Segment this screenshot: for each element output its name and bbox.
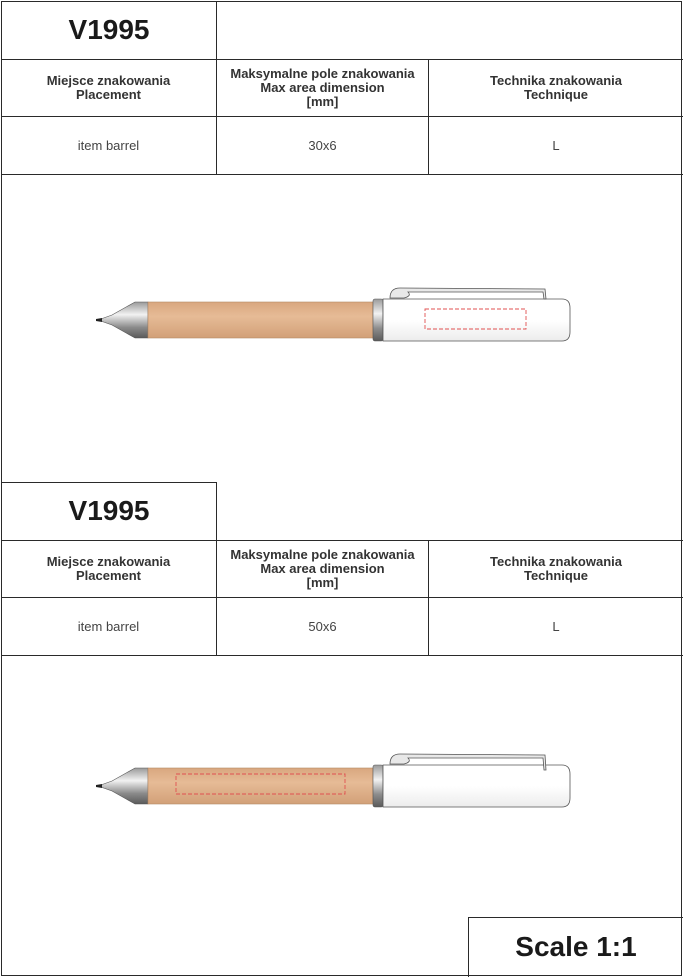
pen-cap (383, 299, 570, 341)
value-technique: L (552, 618, 560, 634)
header-max-area (217, 60, 428, 116)
header-text: Maksymalne pole znakowania (230, 66, 415, 81)
pen-clip-icon (390, 288, 546, 299)
pen-cap (383, 765, 570, 807)
pen-barrel (148, 302, 373, 338)
header-text: Max area dimension (260, 561, 385, 576)
header-max-area (217, 541, 428, 597)
divider (1, 655, 683, 656)
header-text: Miejsce znakowania (46, 554, 171, 569)
pen-illustration (90, 270, 580, 370)
header-text: [mm] (306, 575, 339, 590)
pen-tip-icon (98, 768, 148, 804)
header-text: Placement (75, 568, 142, 583)
header-text: Technika znakowania (490, 554, 622, 569)
value-placement: item barrel (77, 618, 140, 634)
header-text: Technika znakowania (490, 73, 622, 88)
header-technique (429, 60, 683, 116)
header-text: Max area dimension (260, 80, 385, 95)
value-max-area: 30x6 (308, 137, 337, 153)
divider (216, 1, 217, 59)
pen-barrel (148, 768, 373, 804)
header-text: [mm] (306, 94, 339, 109)
value-technique: L (552, 137, 560, 153)
pen-ring (373, 299, 383, 341)
header-text: Placement (75, 87, 142, 102)
divider (216, 482, 217, 540)
header-text: Technique (523, 568, 589, 583)
value-placement: item barrel (77, 137, 140, 153)
product-code: V1995 (68, 495, 150, 526)
header-text: Maksymalne pole znakowania (230, 547, 415, 562)
scale-label: Scale 1:1 (515, 931, 637, 962)
header-text: Technique (523, 87, 589, 102)
pen-tip-icon (98, 302, 148, 338)
product-code: V1995 (68, 14, 150, 45)
header-text: Miejsce znakowania (46, 73, 171, 88)
divider (1, 174, 683, 175)
header-placement (1, 541, 216, 597)
value-max-area: 50x6 (308, 618, 337, 634)
header-technique (429, 541, 683, 597)
pen-ring (373, 765, 383, 807)
pen-illustration (90, 736, 580, 836)
header-placement (1, 60, 216, 116)
